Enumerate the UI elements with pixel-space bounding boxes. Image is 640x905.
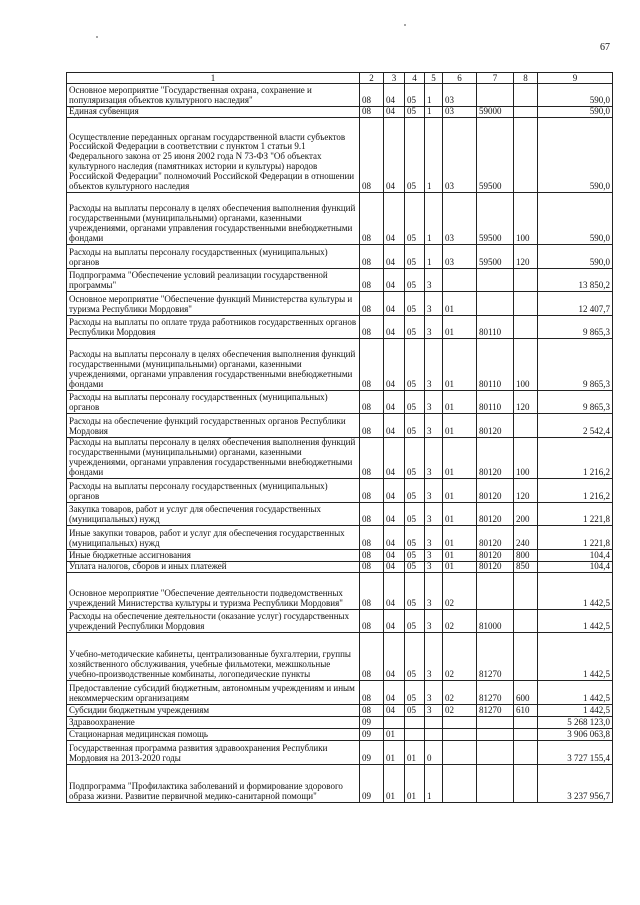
row-code-cell-c3: 04 [384, 292, 405, 316]
row-amount-cell: 590,0 [538, 245, 613, 269]
header-cell: 6 [443, 73, 477, 84]
row-code-cell-c5: 0 [425, 740, 443, 764]
row-code-cell-c3: 04 [384, 245, 405, 269]
row-code-cell-c6 [443, 764, 477, 802]
row-name-cell: Уплата налогов, сборов и иных платежей [67, 561, 360, 572]
row-code-cell-c4: 01 [405, 764, 425, 802]
row-amount-cell: 1 216,2 [538, 438, 613, 479]
row-name-cell: Расходы на обеспечение деятельности (оказание услуг) государственных учреждений Республики Мордовия [67, 609, 360, 632]
row-code-cell-c5: 3 [425, 414, 443, 438]
row-code-cell-c5: 3 [425, 549, 443, 561]
header-cell: 5 [425, 73, 443, 84]
row-code-cell-c8: 200 [514, 502, 538, 525]
row-name-cell: Осуществление переданных органам государственной власти субъектов Российской Федерации в соответствии с пунктом 1 статьи 9.1 Федерального закона от 25 июня 2002 года N 73-ФЗ "Об объектах культурного наследия (памятниках истории и культуры) народов Российской Федерации" полномочий Российской Федерации в отношении объектов культурного наследия [67, 118, 360, 193]
row-code-cell-c7: 80120 [477, 414, 514, 438]
row-code-cell-c7: 80110 [477, 339, 514, 391]
row-code-cell-c4: 05 [405, 107, 425, 118]
row-code-cell-c8: 800 [514, 549, 538, 561]
row-code-cell-c2: 08 [360, 680, 384, 704]
row-amount-cell: 1 221,8 [538, 502, 613, 525]
row-code-cell-c3: 04 [384, 269, 405, 292]
row-name-cell: Расходы на выплаты персоналу в целях обеспечения выполнения функций государственными (муниципальными) органами, казенными учреждениями, органами управления государственными внебюджетными фондами [67, 193, 360, 245]
row-code-cell-c3: 04 [384, 438, 405, 479]
row-amount-cell: 1 442,5 [538, 680, 613, 704]
row-name-cell: Основное мероприятие "Государственная охрана, сохранение и популяризация объектов культурного наследия" [67, 84, 360, 107]
row-code-cell-c6 [443, 740, 477, 764]
row-code-cell-c4: 01 [405, 740, 425, 764]
table-row [67, 478, 613, 502]
row-code-cell-c4: 05 [405, 339, 425, 391]
header-cell: 3 [384, 73, 405, 84]
row-code-cell-c8 [514, 716, 538, 728]
row-code-cell-c2: 08 [360, 292, 384, 316]
row-code-cell-c7 [477, 764, 514, 802]
row-code-cell-c2: 08 [360, 193, 384, 245]
table-row [67, 704, 613, 716]
row-code-cell-c4: 05 [405, 609, 425, 632]
row-code-cell-c6: 03 [443, 84, 477, 107]
table-row [67, 245, 613, 269]
row-code-cell-c8 [514, 118, 538, 193]
row-name-cell: Закупка товаров, работ и услуг для обеспечения государственных (муниципальных) нужд [67, 502, 360, 525]
row-code-cell-c6: 02 [443, 632, 477, 680]
row-code-cell-c7: 81270 [477, 680, 514, 704]
row-code-cell-c8: 240 [514, 525, 538, 549]
row-code-cell-c8 [514, 728, 538, 740]
row-name-cell: Подпрограмма "Профилактика заболеваний и формирование здорового образа жизни. Развитие первичной медико-санитарной помощи" [67, 764, 360, 802]
row-code-cell-c8: 120 [514, 478, 538, 502]
row-name-cell: Расходы на выплаты персоналу государственных (муниципальных) органов [67, 478, 360, 502]
row-code-cell-c8: 600 [514, 680, 538, 704]
row-amount-cell: 590,0 [538, 84, 613, 107]
row-code-cell-c8 [514, 269, 538, 292]
row-name-cell: Расходы на выплаты персоналу государственных (муниципальных) органов [67, 391, 360, 414]
row-code-cell-c8: 100 [514, 438, 538, 479]
row-code-cell-c6: 03 [443, 245, 477, 269]
row-code-cell-c5: 1 [425, 107, 443, 118]
row-code-cell-c4: 05 [405, 269, 425, 292]
row-code-cell-c3: 04 [384, 84, 405, 107]
row-amount-cell: 590,0 [538, 193, 613, 245]
row-amount-cell: 3 237 956,7 [538, 764, 613, 802]
row-code-cell-c3: 01 [384, 764, 405, 802]
row-code-cell-c3: 04 [384, 572, 405, 609]
row-code-cell-c6: 03 [443, 193, 477, 245]
row-name-cell: Основное мероприятие "Обеспечение функций Министерства культуры и туризма Республики Мордовия" [67, 292, 360, 316]
row-code-cell-c6: 03 [443, 118, 477, 193]
row-code-cell-c6: 01 [443, 316, 477, 339]
row-code-cell-c2: 08 [360, 414, 384, 438]
row-code-cell-c4: 05 [405, 438, 425, 479]
row-code-cell-c7: 80120 [477, 438, 514, 479]
row-code-cell-c8 [514, 107, 538, 118]
row-code-cell-c6: 01 [443, 438, 477, 479]
row-code-cell-c2: 09 [360, 728, 384, 740]
table-row [67, 339, 613, 391]
row-name-cell: Единая субвенция [67, 107, 360, 118]
header-cell: 8 [514, 73, 538, 84]
row-code-cell-c3: 04 [384, 414, 405, 438]
row-code-cell-c3: 04 [384, 193, 405, 245]
row-code-cell-c5: 1 [425, 193, 443, 245]
row-code-cell-c2: 09 [360, 716, 384, 728]
table-row [67, 716, 613, 728]
row-code-cell-c6 [443, 269, 477, 292]
row-name-cell: Расходы на обеспечение функций государственных органов Республики Мордовия [67, 414, 360, 438]
row-code-cell-c6: 02 [443, 680, 477, 704]
row-code-cell-c4: 05 [405, 502, 425, 525]
row-code-cell-c3: 04 [384, 525, 405, 549]
row-code-cell-c2: 08 [360, 339, 384, 391]
row-code-cell-c7: 80110 [477, 316, 514, 339]
row-code-cell-c8 [514, 740, 538, 764]
row-code-cell-c5: 3 [425, 478, 443, 502]
table-row [67, 316, 613, 339]
row-name-cell: Расходы на выплаты персоналу государственных (муниципальных) органов [67, 245, 360, 269]
row-code-cell-c2: 08 [360, 478, 384, 502]
row-code-cell-c5: 3 [425, 572, 443, 609]
row-code-cell-c6: 01 [443, 549, 477, 561]
row-code-cell-c2: 08 [360, 269, 384, 292]
row-code-cell-c5: 3 [425, 316, 443, 339]
row-code-cell-c3: 04 [384, 502, 405, 525]
row-name-cell: Расходы на выплаты персоналу в целях обеспечения выполнения функций государственными (муниципальными) органами, казенными учреждениями, органами управления государственными внебюджетными фондами [67, 438, 360, 479]
row-code-cell-c5: 3 [425, 502, 443, 525]
row-code-cell-c6: 02 [443, 609, 477, 632]
row-code-cell-c2: 08 [360, 316, 384, 339]
row-code-cell-c5: 3 [425, 339, 443, 391]
row-code-cell-c5: 3 [425, 525, 443, 549]
row-code-cell-c2: 08 [360, 572, 384, 609]
row-code-cell-c2: 08 [360, 118, 384, 193]
scan-speck [96, 36, 98, 38]
table-row [67, 728, 613, 740]
row-code-cell-c7: 59500 [477, 245, 514, 269]
row-name-cell: Расходы на выплаты персоналу в целях обеспечения выполнения функций государственными (муниципальными) органами, казенными учреждениями, органами управления государственными внебюджетными фондами [67, 339, 360, 391]
row-amount-cell: 590,0 [538, 118, 613, 193]
row-amount-cell: 104,4 [538, 549, 613, 561]
row-code-cell-c7: 80120 [477, 502, 514, 525]
row-code-cell-c2: 08 [360, 561, 384, 572]
row-code-cell-c2: 08 [360, 107, 384, 118]
row-code-cell-c3 [384, 716, 405, 728]
row-amount-cell: 1 442,5 [538, 572, 613, 609]
row-code-cell-c6: 03 [443, 107, 477, 118]
header-cell: 2 [360, 73, 384, 84]
table-row [67, 438, 613, 479]
table-row [67, 609, 613, 632]
row-amount-cell: 104,4 [538, 561, 613, 572]
row-code-cell-c2: 08 [360, 84, 384, 107]
row-code-cell-c6: 01 [443, 478, 477, 502]
table-row [67, 292, 613, 316]
row-code-cell-c3: 04 [384, 609, 405, 632]
row-name-cell: Предоставление субсидий бюджетным, автономным учреждениям и иным некоммерческим организациям [67, 680, 360, 704]
row-code-cell-c2: 08 [360, 391, 384, 414]
row-code-cell-c4: 05 [405, 525, 425, 549]
table-row [67, 740, 613, 764]
row-name-cell: Учебно-методические кабинеты, централизованные бухгалтерии, группы хозяйственного обслуживания, учебные фильмотеки, межшкольные учебно-производственные комбинаты, логопедические пункты [67, 632, 360, 680]
row-code-cell-c8: 100 [514, 193, 538, 245]
row-code-cell-c2: 09 [360, 740, 384, 764]
row-code-cell-c7 [477, 84, 514, 107]
row-code-cell-c6: 01 [443, 414, 477, 438]
row-code-cell-c4: 05 [405, 118, 425, 193]
row-code-cell-c8 [514, 764, 538, 802]
row-code-cell-c3: 04 [384, 339, 405, 391]
row-code-cell-c7: 59500 [477, 118, 514, 193]
row-name-cell: Иные бюджетные ассигнования [67, 549, 360, 561]
table-row [67, 107, 613, 118]
row-code-cell-c7 [477, 292, 514, 316]
table-row [67, 118, 613, 193]
row-code-cell-c7: 80110 [477, 391, 514, 414]
row-code-cell-c4: 05 [405, 704, 425, 716]
row-code-cell-c3: 04 [384, 549, 405, 561]
budget-table [66, 72, 613, 803]
row-code-cell-c5: 3 [425, 632, 443, 680]
row-code-cell-c5: 3 [425, 561, 443, 572]
row-amount-cell: 3 906 063,8 [538, 728, 613, 740]
row-code-cell-c7 [477, 728, 514, 740]
row-code-cell-c3: 01 [384, 728, 405, 740]
header-cell: 4 [405, 73, 425, 84]
table-row [67, 549, 613, 561]
row-code-cell-c2: 08 [360, 502, 384, 525]
row-code-cell-c5 [425, 728, 443, 740]
row-code-cell-c8 [514, 632, 538, 680]
row-code-cell-c5: 1 [425, 764, 443, 802]
table-body [67, 84, 613, 803]
row-amount-cell: 1 221,8 [538, 525, 613, 549]
row-code-cell-c4: 05 [405, 632, 425, 680]
row-code-cell-c3: 04 [384, 561, 405, 572]
row-code-cell-c3: 01 [384, 740, 405, 764]
row-code-cell-c5 [425, 716, 443, 728]
row-amount-cell: 9 865,3 [538, 339, 613, 391]
row-name-cell: Иные закупки товаров, работ и услуг для обеспечения государственных (муниципальных) нужд [67, 525, 360, 549]
table-header-row [67, 73, 613, 84]
scan-speck [404, 24, 406, 26]
row-code-cell-c2: 08 [360, 438, 384, 479]
table-row [67, 414, 613, 438]
row-code-cell-c5: 1 [425, 245, 443, 269]
row-code-cell-c5: 3 [425, 269, 443, 292]
row-code-cell-c2: 08 [360, 609, 384, 632]
header-cell: 9 [538, 73, 613, 84]
row-code-cell-c5: 3 [425, 680, 443, 704]
row-amount-cell: 9 865,3 [538, 391, 613, 414]
row-code-cell-c4: 05 [405, 292, 425, 316]
row-code-cell-c8: 850 [514, 561, 538, 572]
table-row [67, 680, 613, 704]
row-code-cell-c6: 02 [443, 572, 477, 609]
row-code-cell-c5: 3 [425, 704, 443, 716]
row-code-cell-c6: 01 [443, 525, 477, 549]
row-code-cell-c5: 3 [425, 609, 443, 632]
table-row [67, 193, 613, 245]
row-code-cell-c8: 120 [514, 245, 538, 269]
row-code-cell-c7: 81270 [477, 632, 514, 680]
row-code-cell-c7: 80120 [477, 561, 514, 572]
table-row [67, 561, 613, 572]
row-code-cell-c6: 01 [443, 502, 477, 525]
row-code-cell-c7 [477, 572, 514, 609]
row-code-cell-c6: 01 [443, 339, 477, 391]
row-code-cell-c2: 08 [360, 245, 384, 269]
row-code-cell-c6: 02 [443, 704, 477, 716]
row-code-cell-c6: 01 [443, 292, 477, 316]
table-row [67, 269, 613, 292]
row-code-cell-c8: 610 [514, 704, 538, 716]
table-row [67, 632, 613, 680]
header-cell: 1 [67, 73, 360, 84]
row-code-cell-c3: 04 [384, 632, 405, 680]
row-amount-cell: 12 407,7 [538, 292, 613, 316]
row-code-cell-c5: 1 [425, 118, 443, 193]
row-code-cell-c7 [477, 740, 514, 764]
row-code-cell-c6 [443, 728, 477, 740]
row-code-cell-c4 [405, 716, 425, 728]
row-name-cell: Стационарная медицинская помощь [67, 728, 360, 740]
row-code-cell-c6: 01 [443, 561, 477, 572]
row-code-cell-c4: 05 [405, 549, 425, 561]
row-code-cell-c7: 81000 [477, 609, 514, 632]
row-code-cell-c2: 08 [360, 525, 384, 549]
row-amount-cell: 590,0 [538, 107, 613, 118]
row-code-cell-c4 [405, 728, 425, 740]
row-code-cell-c2: 08 [360, 632, 384, 680]
row-amount-cell: 3 727 155,4 [538, 740, 613, 764]
row-code-cell-c3: 04 [384, 680, 405, 704]
row-amount-cell: 9 865,3 [538, 316, 613, 339]
table-row [67, 502, 613, 525]
page-number: 67 [600, 42, 610, 53]
row-code-cell-c5: 3 [425, 438, 443, 479]
row-name-cell: Здравоохранение [67, 716, 360, 728]
row-code-cell-c7: 81270 [477, 704, 514, 716]
row-code-cell-c7: 80120 [477, 525, 514, 549]
row-code-cell-c4: 05 [405, 193, 425, 245]
row-code-cell-c8: 100 [514, 339, 538, 391]
row-code-cell-c4: 05 [405, 572, 425, 609]
row-code-cell-c3: 04 [384, 316, 405, 339]
row-amount-cell: 1 442,5 [538, 704, 613, 716]
row-amount-cell: 1 442,5 [538, 609, 613, 632]
row-name-cell: Подпрограмма "Обеспечение условий реализации государственной программы" [67, 269, 360, 292]
table-row [67, 84, 613, 107]
table-row [67, 572, 613, 609]
row-code-cell-c4: 05 [405, 561, 425, 572]
row-code-cell-c6 [443, 716, 477, 728]
row-code-cell-c8 [514, 292, 538, 316]
row-code-cell-c5: 1 [425, 84, 443, 107]
row-code-cell-c5: 3 [425, 391, 443, 414]
row-name-cell: Расходы на выплаты по оплате труда работников государственных органов Республики Мордовия [67, 316, 360, 339]
row-code-cell-c4: 05 [405, 391, 425, 414]
row-name-cell: Основное мероприятие "Обеспечение деятельности подведомственных учреждений Министерства культуры и туризма Республики Мордовия" [67, 572, 360, 609]
row-code-cell-c7 [477, 269, 514, 292]
row-name-cell: Субсидии бюджетным учреждениям [67, 704, 360, 716]
row-code-cell-c3: 04 [384, 391, 405, 414]
row-code-cell-c7: 59000 [477, 107, 514, 118]
row-code-cell-c3: 04 [384, 118, 405, 193]
row-code-cell-c7: 80120 [477, 549, 514, 561]
row-code-cell-c8 [514, 84, 538, 107]
row-amount-cell: 1 216,2 [538, 478, 613, 502]
row-code-cell-c3: 04 [384, 107, 405, 118]
row-amount-cell: 1 442,5 [538, 632, 613, 680]
row-code-cell-c3: 04 [384, 704, 405, 716]
row-code-cell-c4: 05 [405, 478, 425, 502]
row-code-cell-c7 [477, 716, 514, 728]
row-code-cell-c4: 05 [405, 680, 425, 704]
row-code-cell-c4: 05 [405, 414, 425, 438]
row-amount-cell: 5 268 123,0 [538, 716, 613, 728]
row-code-cell-c7: 80120 [477, 478, 514, 502]
row-code-cell-c7: 59500 [477, 193, 514, 245]
row-code-cell-c4: 05 [405, 316, 425, 339]
row-code-cell-c2: 08 [360, 549, 384, 561]
row-code-cell-c4: 05 [405, 84, 425, 107]
row-code-cell-c3: 04 [384, 478, 405, 502]
table-row [67, 525, 613, 549]
header-cell: 7 [477, 73, 514, 84]
row-code-cell-c5: 3 [425, 292, 443, 316]
row-code-cell-c4: 05 [405, 245, 425, 269]
table-row [67, 391, 613, 414]
row-amount-cell: 13 850,2 [538, 269, 613, 292]
row-amount-cell: 2 542,4 [538, 414, 613, 438]
row-code-cell-c2: 09 [360, 764, 384, 802]
table-row [67, 764, 613, 802]
row-code-cell-c6: 01 [443, 391, 477, 414]
row-code-cell-c2: 08 [360, 704, 384, 716]
row-code-cell-c8 [514, 316, 538, 339]
row-name-cell: Государственная программа развития здравоохранения Республики Мордовия на 2013-2020 годы [67, 740, 360, 764]
row-code-cell-c8: 120 [514, 391, 538, 414]
row-code-cell-c8 [514, 609, 538, 632]
row-code-cell-c8 [514, 572, 538, 609]
row-code-cell-c8 [514, 414, 538, 438]
